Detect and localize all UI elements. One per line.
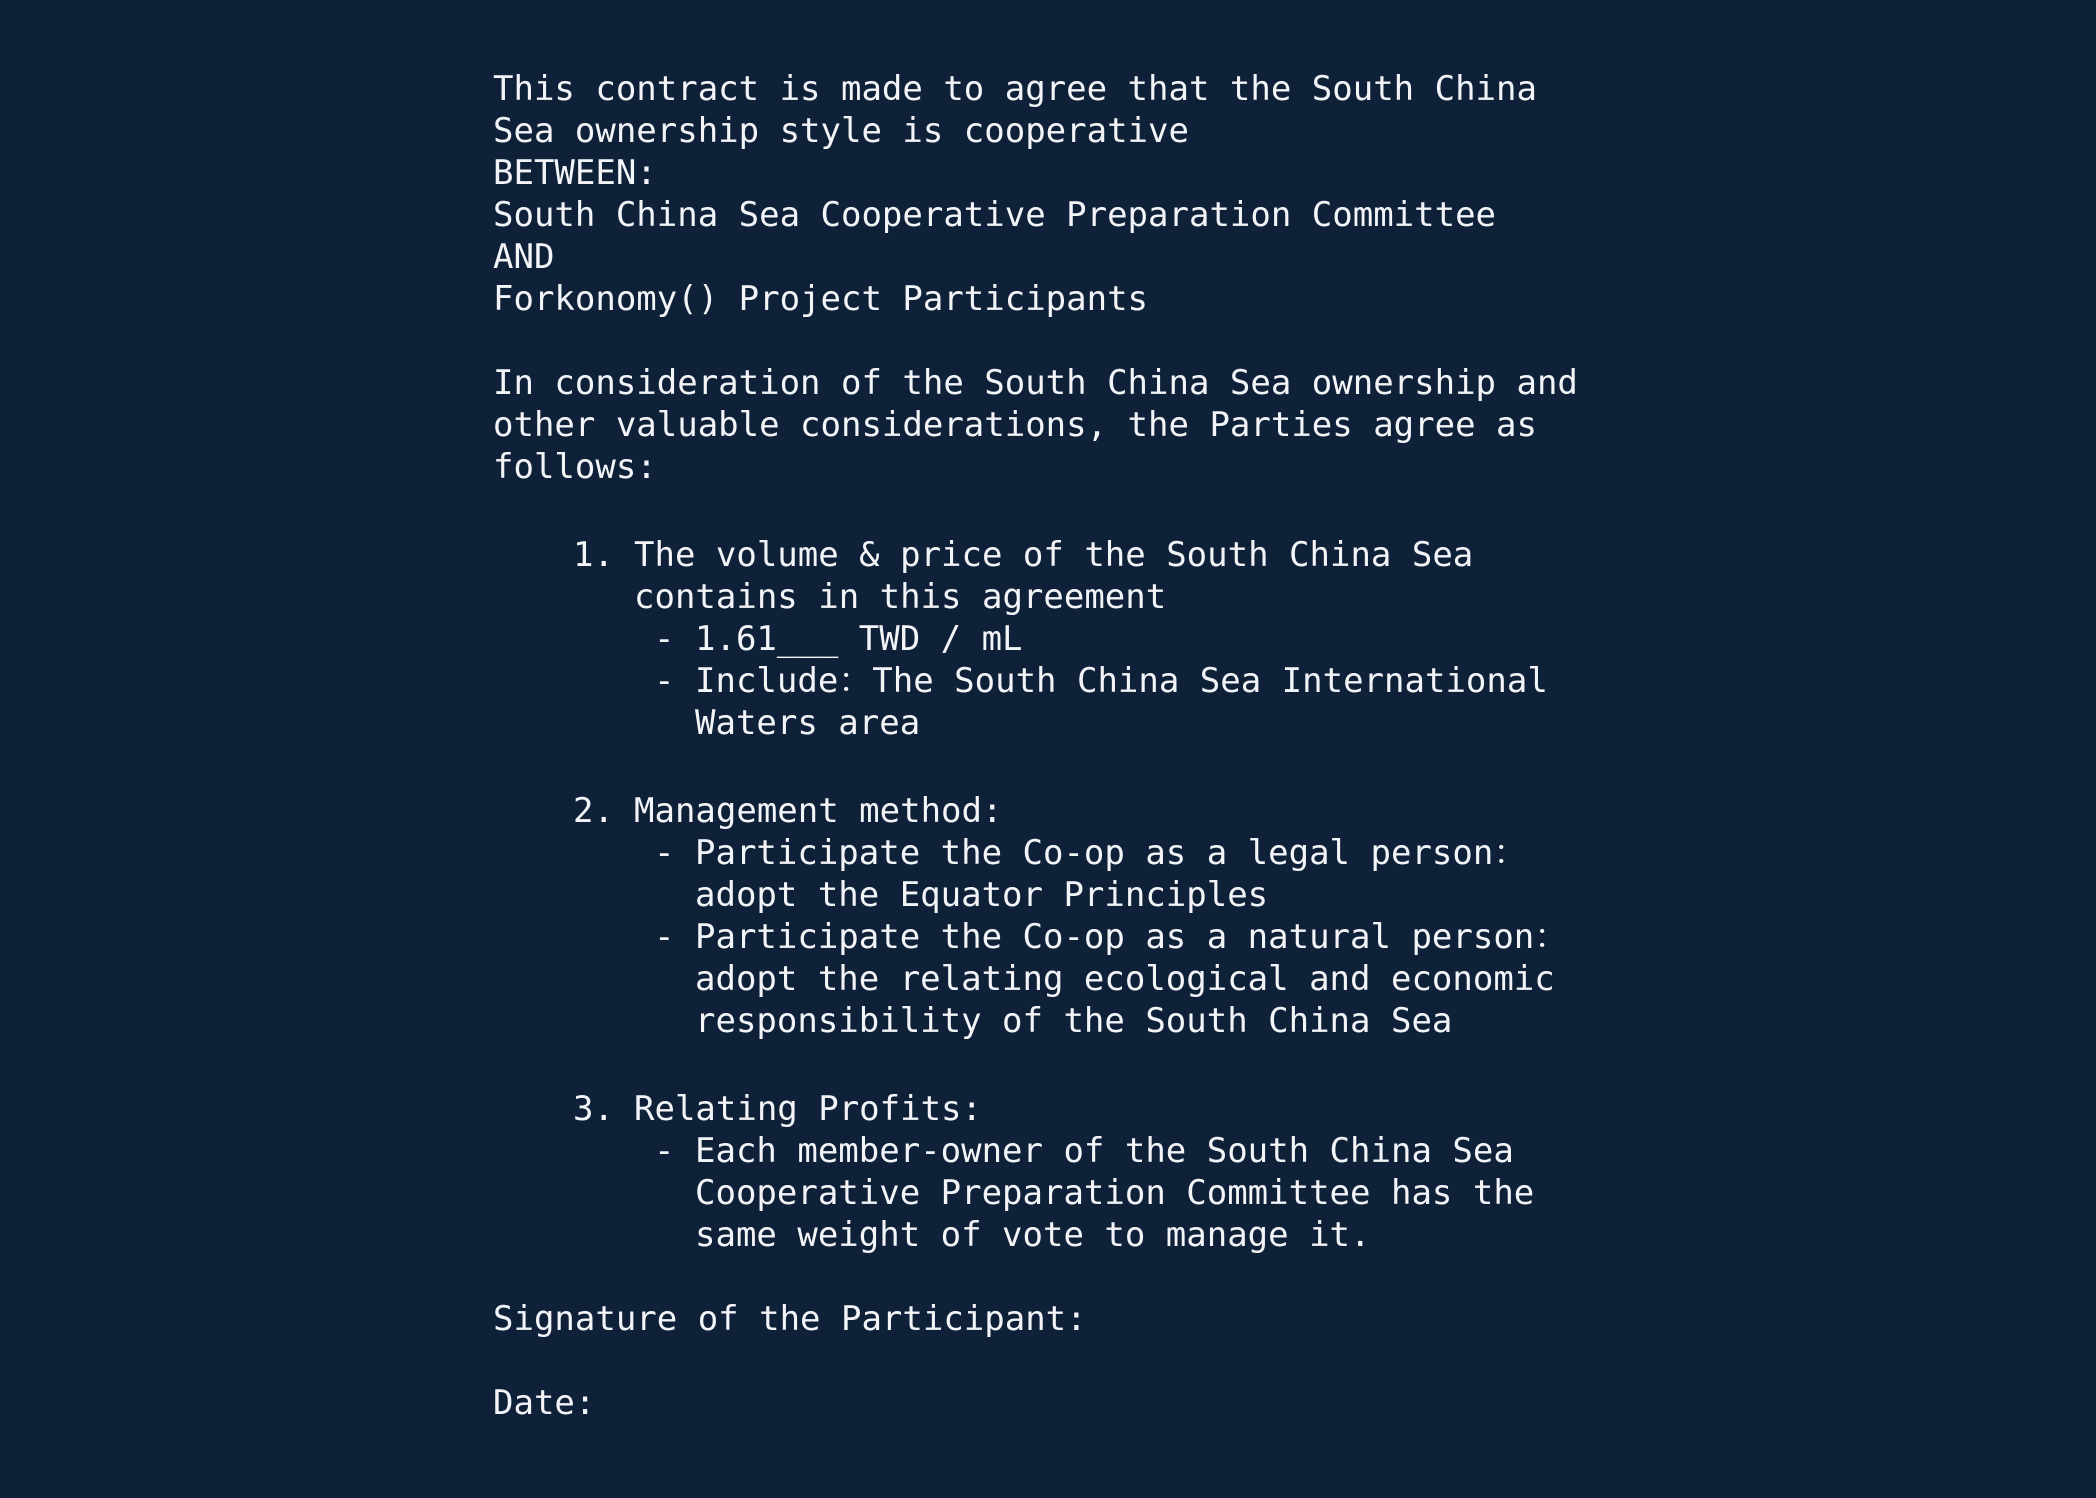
clause-bullet — [654, 660, 1653, 744]
bullet-line: Waters area — [695, 703, 921, 743]
intro-line: Sea ownership style is cooperative — [493, 111, 1189, 151]
bullet-dash: - — [654, 661, 675, 701]
clause-1 — [573, 534, 1653, 744]
bullet-line: Participate the Co-op as a legal person： — [695, 833, 1528, 873]
bullet-line: Each member-owner of the South China Sea — [695, 1131, 1514, 1171]
between-label: BETWEEN: — [493, 153, 657, 193]
clause-number: 3. — [573, 1089, 614, 1129]
consideration-line: In consideration of the South China Sea ownership and — [493, 363, 1578, 403]
clause-title-line: contains in this agreement — [634, 577, 1167, 617]
bullet-dash: - — [654, 1131, 675, 1171]
bullet-dash: - — [654, 833, 675, 873]
and-label: AND — [493, 237, 555, 277]
bullet-line: adopt the relating ecological and economic — [695, 959, 1555, 999]
clause-3 — [573, 1088, 1653, 1256]
clause-title-line: Relating Profits: — [634, 1089, 982, 1129]
party-two: Forkonomy() Project Participants — [493, 279, 1149, 319]
price-line: 1.61___ TWD / mL — [695, 619, 1023, 659]
clause-title-line: Management method: — [634, 791, 1003, 831]
clause-2 — [573, 790, 1653, 1042]
date-label: Date: — [493, 1383, 596, 1423]
contract-document — [493, 68, 1653, 1424]
consideration-paragraph — [493, 362, 1653, 488]
consideration-line: other valuable considerations, the Parties agree as — [493, 405, 1537, 445]
bullet-dash: - — [654, 917, 675, 957]
bullet-line: Participate the Co-op as a natural person： — [695, 917, 1569, 957]
clause-number: 1. — [573, 535, 614, 575]
bullet-line: Cooperative Preparation Committee has the — [695, 1173, 1535, 1213]
clause-bullet — [654, 832, 1653, 916]
bullet-line: same weight of vote to manage it. — [695, 1215, 1371, 1255]
bullet-line: responsibility of the South China Sea — [695, 1001, 1453, 1041]
clause-title-line: The volume & price of the South China Sea — [634, 535, 1474, 575]
bullet-line: adopt the Equator Principles — [695, 875, 1269, 915]
consideration-line: follows: — [493, 447, 657, 487]
signature-label: Signature of the Participant: — [493, 1299, 1087, 1339]
bullet-line: Include：The South China Sea International — [695, 661, 1548, 701]
clause-bullet — [654, 1130, 1653, 1256]
intro-line: This contract is made to agree that the South China — [493, 69, 1537, 109]
contract-intro — [493, 68, 1653, 320]
party-one: South China Sea Cooperative Preparation Committee — [493, 195, 1497, 235]
clause-bullet — [654, 618, 1653, 660]
bullet-dash: - — [654, 619, 675, 659]
clause-number: 2. — [573, 791, 614, 831]
clause-bullet — [654, 916, 1653, 1042]
